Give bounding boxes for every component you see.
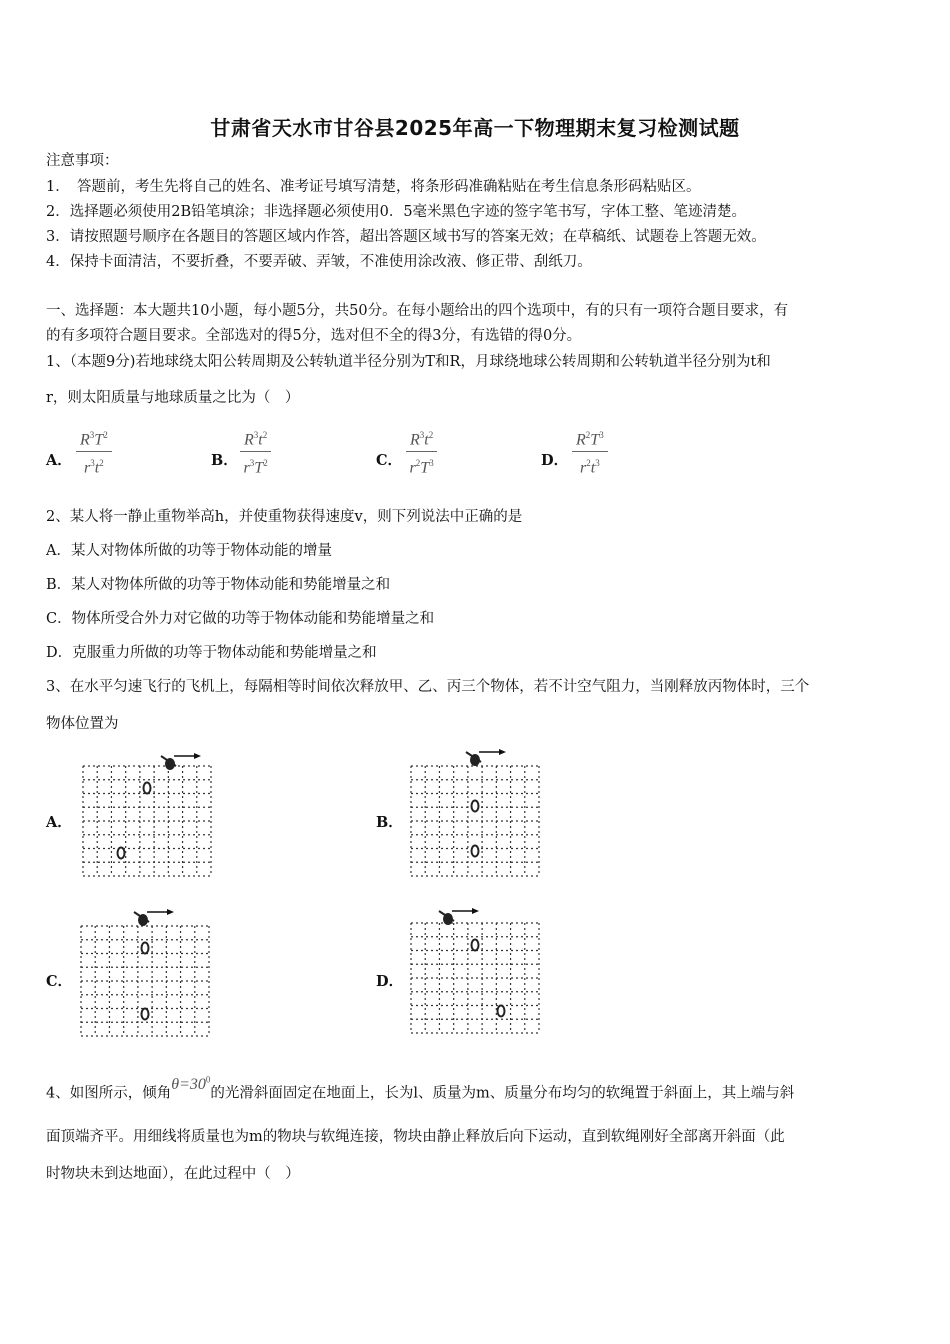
q1-option-d-formula: $\frac{R^2T^3}{r^2t^3}$: [572, 424, 608, 480]
q1-option-a-label: A．: [46, 452, 72, 469]
notice-item: 2．选择题必须使用2B铅笔填涂；非选择题必须使用0．5毫米黑色字迹的签字笔书写，字体工整、笔迹清楚。: [46, 204, 747, 220]
section-intro: 一、选择题：本大题共10小题，每小题5分，共50分。在每小题给出的四个选项中，有的只有一项符合题目要求，有: [46, 303, 789, 319]
question-4-stem: 面顶端齐平。用细线将质量也为m的物块与软绳连接，物块由静止释放后向下运动，直到软绳刚好全部离开斜面（此: [46, 1129, 785, 1145]
falling-object: [472, 801, 479, 812]
q3-option-d-figure: [408, 905, 543, 1037]
grid-lines: [411, 766, 539, 876]
q3-option-c-figure: [78, 908, 213, 1040]
q3-option-d-label: D．: [376, 973, 404, 990]
falling-object: [144, 783, 151, 794]
q2-option: C．物体所受合外力对它做的功等于物体动能和势能增量之和: [46, 611, 435, 627]
section-intro: 的有多项符合题目要求。全部选对的得5分，选对但不全的得3分，有选错的得0分。: [46, 328, 582, 344]
q1-option-c-label: C．: [376, 452, 403, 469]
plane-icon: [134, 909, 174, 926]
notice-item: 3．请按照题号顺序在各题目的答题区域内作答，超出答题区域书写的答案无效；在草稿纸、试题卷上答题无效。: [46, 229, 766, 245]
falling-object: [142, 943, 149, 954]
question-2-stem: 2、某人将一静止重物举高h，并使重物获得速度v，则下列说法中正确的是: [46, 509, 523, 525]
page-title: 甘肃省天水市甘谷县2025年高一下物理期末复习检测试题: [210, 116, 740, 140]
question-4-stem: 4、如图所示，倾角$\theta=30^0$的光滑斜面固定在地面上，长为l、质量为m、质量分布均匀的软绳置于斜面上，其上端与斜: [46, 1075, 795, 1102]
notice-item: 1． 答题前，考生先将自己的姓名、准考证号填写清楚，将条形码准确粘贴在考生信息条形码粘贴区。: [46, 179, 701, 195]
theta-formula: $\theta=30^0$: [171, 1075, 211, 1094]
q3-option-a-label: A．: [46, 814, 72, 831]
question-3-stem: 3、在水平匀速飞行的飞机上，每隔相等时间依次释放甲、乙、丙三个物体，若不计空气阻力，当刚释放丙物体时，三个: [46, 679, 810, 695]
falling-object: [498, 1006, 505, 1017]
question-1-stem: 1、（本题9分)若地球绕太阳公转周期及公转轨道半径分别为T和R，月球绕地球公转周期和公转轨道半径分别为t和: [46, 354, 771, 370]
q2-option: A．某人对物体所做的功等于物体动能的增量: [46, 543, 332, 559]
q1-option-d-label: D．: [541, 452, 569, 469]
notice-heading: 注意事项：: [46, 153, 119, 169]
falling-object: [118, 848, 125, 859]
question-1-stem: r，则太阳质量与地球质量之比为（ ）: [46, 390, 300, 406]
q3-option-a-figure: [80, 748, 215, 880]
question-3-stem: 物体位置为: [46, 716, 119, 732]
q3-option-b-figure: [408, 748, 543, 880]
plane-icon: [161, 753, 201, 770]
q2-option: B．某人对物体所做的功等于物体动能和势能增量之和: [46, 577, 391, 593]
falling-object: [142, 1009, 149, 1020]
plane-icon: [466, 749, 506, 766]
q1-option-c-formula: $\frac{R^3t^2}{r^2T^3}$: [406, 424, 437, 480]
question-4-stem: 时物块未到达地面），在此过程中（ ）: [46, 1166, 300, 1182]
notice-item: 4．保持卡面清洁，不要折叠，不要弄破、弄皱，不准使用涂改液、修正带、刮纸刀。: [46, 254, 592, 270]
falling-object: [472, 940, 479, 951]
q1-option-a-formula: $\frac{R^3T^2}{r^3t^2}$: [76, 424, 112, 480]
falling-object: [472, 846, 479, 857]
q1-option-b-label: B．: [211, 452, 238, 469]
q2-option: D．克服重力所做的功等于物体动能和势能增量之和: [46, 645, 377, 661]
q3-option-b-label: B．: [376, 814, 403, 831]
q3-option-c-label: C．: [46, 973, 73, 990]
q1-option-b-formula: $\frac{R^3t^2}{r^3T^2}$: [240, 424, 271, 480]
